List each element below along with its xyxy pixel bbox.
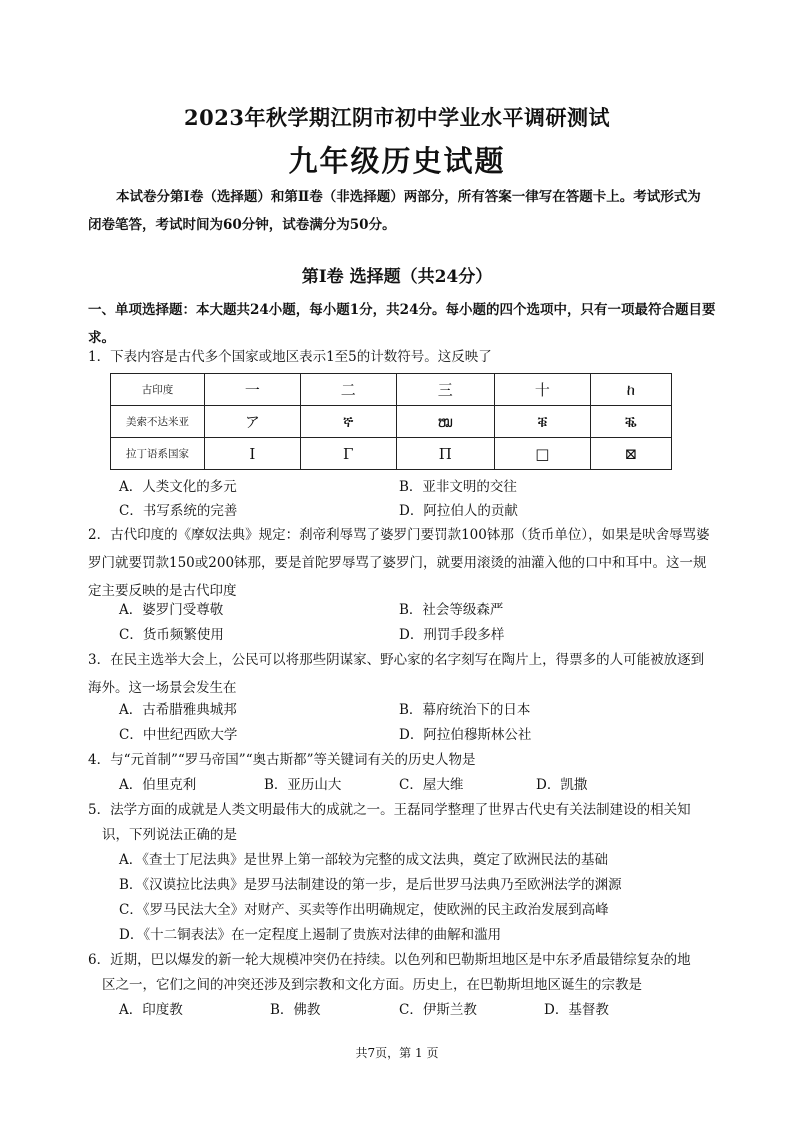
- numeral-symbol: ໝ: [396, 406, 494, 438]
- numeral-symbol: Π: [396, 438, 494, 470]
- table-row-label: 拉丁语系国家: [111, 438, 205, 470]
- question-6-option-a: A．印度教: [119, 1002, 183, 1018]
- question-2-option-a: A．婆罗门受尊敬: [119, 602, 224, 618]
- page-footer: 共7页，第 1 页: [355, 1046, 439, 1060]
- question-2-option-c: C．货币频繁使用: [119, 627, 224, 643]
- question-3-option-d: D．阿拉伯穆斯林公社: [399, 727, 532, 743]
- numeral-symbol: ⊠: [590, 438, 671, 470]
- question-5-stem-line-1: 5．法学方面的成就是人类文明最伟大的成就之一。王磊同学整理了世界古代史有关法制建设的相关知: [88, 802, 691, 818]
- table-row-label: 美索不达米亚: [111, 406, 205, 438]
- question-5-option-b: B．《汉谟拉比法典》是罗马法制建设的第一步，是后世罗马法典乃至欧洲法学的渊源: [119, 877, 622, 893]
- question-4-stem: 4．与“元首制”“罗马帝国”“奥古斯都”等关键词有关的历史人物是: [88, 752, 476, 768]
- question-3-option-a: A．古希腊雅典城邦: [119, 702, 237, 718]
- numeral-symbol: 十: [494, 374, 590, 406]
- table-row: [111, 438, 672, 470]
- section-title: 第Ⅰ卷 选择题（共24分）: [301, 267, 493, 287]
- question-6-stem-line-2: 区之一，它们之间的冲突还涉及到宗教和文化方面。历史上，在巴勒斯坦地区诞生的宗教是: [102, 977, 642, 993]
- numeral-symbol: 三: [396, 374, 494, 406]
- question-2-option-d: D．刑罚手段多样: [399, 627, 505, 643]
- table-row: [111, 406, 672, 438]
- numeral-symbol: ቘ: [590, 406, 671, 438]
- question-1-option-b: B．亚非文明的交往: [399, 479, 517, 495]
- question-3-stem: 3．在民主选举大会上，公民可以将那些阴谋家、野心家的名字刻写在陶片上，得票多的人可能被放逐到海外。这一场景会发生在: [88, 652, 705, 696]
- question-4-option-a: A．伯里克利: [119, 777, 197, 793]
- question-3-option-c: C．中世纪西欧大学: [119, 727, 238, 743]
- question-1-stem: 1．下表内容是古代多个国家或地区表示1至5的计数符号。这反映了: [88, 349, 492, 365]
- table-row: [111, 374, 672, 406]
- numeral-symbol: ቑ: [494, 406, 590, 438]
- exam-subtitle: 九年级历史试题: [288, 144, 506, 178]
- question-1-option-c: C．书写系统的完善: [119, 503, 238, 519]
- question-4-option-d: D．凯撒: [536, 777, 588, 793]
- question-6-option-d: D．基督教: [544, 1002, 609, 1018]
- numeral-symbol: 二: [300, 374, 396, 406]
- question-5-option-c: C．《罗马民法大全》对财产、买卖等作出明确规定，使欧洲的民主政治发展到高峰: [119, 902, 609, 918]
- numeral-symbol: Γ: [300, 438, 396, 470]
- section-instruction: 一、单项选择题：本大题共24小题，每小题1分，共24分。每小题的四个选项中，只有一项最符合题目要求。: [88, 302, 716, 346]
- question-5-option-a: A．《查士丁尼法典》是世界上第一部较为完整的成文法典，奠定了欧洲民法的基础: [119, 852, 608, 868]
- question-1-option-a: A．人类文化的多元: [119, 479, 237, 495]
- question-2-stem: 2．古代印度的《摩奴法典》规定：刹帝利辱骂了婆罗门要罚款100钵那（货币单位），如果是吠舍辱骂婆罗门就要罚款150或200钵那，要是首陀罗辱骂了婆罗门，就要用滚烫的油灌入他的口中和耳中。这一规定主要反映的是古代印度: [88, 527, 710, 599]
- exam-title: 2023年秋学期江阴市初中学业水平调研测试: [184, 105, 610, 130]
- question-4-option-c: C．屋大维: [399, 777, 464, 793]
- numeral-table: [110, 373, 672, 470]
- table-row-label: 古印度: [111, 374, 205, 406]
- question-1-option-d: D．阿拉伯人的贡献: [399, 503, 518, 519]
- question-6-option-b: B．佛教: [270, 1002, 321, 1018]
- question-4-option-b: B．亚历山大: [264, 777, 342, 793]
- question-5-stem-line-2: 识，下列说法正确的是: [102, 827, 237, 843]
- exam-intro: 本试卷分第Ⅰ卷（选择题）和第Ⅱ卷（非选择题）两部分，所有答案一律写在答题卡上。考试形式为闭卷笔答，考试时间为60分钟，试卷满分为50分。: [88, 189, 701, 233]
- numeral-symbol: I: [205, 438, 301, 470]
- question-6-stem-line-1: 6．近期，巴以爆发的新一轮大规模冲突仍在持续。以色列和巴勒斯坦地区是中东矛盾最错综复杂的地: [88, 952, 691, 968]
- numeral-symbol: □: [494, 438, 590, 470]
- numeral-symbol: 一: [205, 374, 301, 406]
- numeral-symbol: ア: [205, 406, 301, 438]
- question-3-option-b: B．幕府统治下的日本: [399, 702, 531, 718]
- question-6-option-c: C．伊斯兰教: [399, 1002, 477, 1018]
- numeral-symbol: ከ: [590, 374, 671, 406]
- question-5-option-d: D．《十二铜表法》在一定程度上遏制了贵族对法律的曲解和滥用: [119, 927, 502, 943]
- numeral-symbol: ኞ: [300, 406, 396, 438]
- question-2-option-b: B．社会等级森严: [399, 602, 504, 618]
